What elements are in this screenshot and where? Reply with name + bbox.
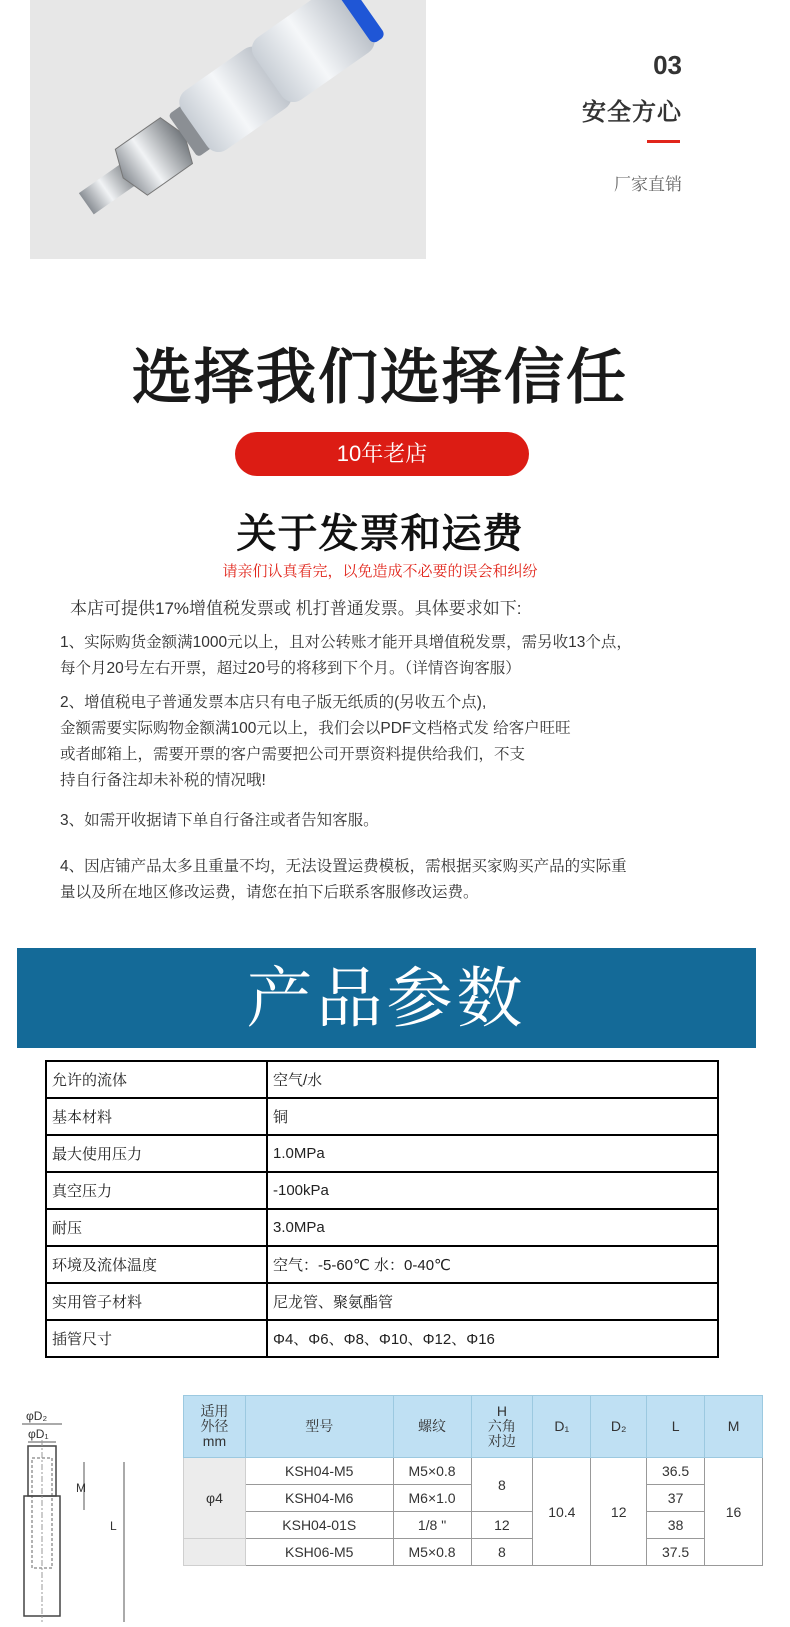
param-name: 耐压 — [46, 1209, 267, 1246]
param-value: 空气：-5-60℃ 水：0-40℃ — [267, 1246, 718, 1283]
param-value: 尼龙管、聚氨酯管 — [267, 1283, 718, 1320]
table-row — [46, 1320, 718, 1357]
invoice-intro: 本店可提供17%增值税发票或 机打普通发票。具体要求如下: — [70, 599, 522, 618]
invoice-rule-1 — [60, 630, 720, 682]
param-value: -100kPa — [267, 1172, 718, 1209]
hex-cell: 8 — [471, 1539, 533, 1566]
drawing-label-l: L — [110, 1519, 117, 1533]
table-row — [46, 1098, 718, 1135]
model-cell: KSH04-M5 — [245, 1458, 393, 1485]
text-line: 或者邮箱上，需要开票的客户需要把公司开票资料提供给我们，不支 — [60, 746, 526, 763]
l-cell: 37 — [647, 1485, 705, 1512]
l-cell: 38 — [647, 1512, 705, 1539]
table-row — [46, 1283, 718, 1320]
table-row — [46, 1061, 718, 1098]
drawing-label-d1: φD₁ — [28, 1427, 49, 1441]
header-od: 适用 外径 mm — [184, 1396, 246, 1458]
param-value: 3.0MPa — [267, 1209, 718, 1246]
invoice-heading: 关于发票和运费 — [236, 512, 524, 556]
invoice-rule-3 — [60, 808, 720, 834]
d2-cell: 12 — [591, 1458, 647, 1566]
param-name: 允许的流体 — [46, 1061, 267, 1098]
text-line: 量以及所在地区修改运费，请您在拍下后联系客服修改运费。 — [60, 884, 479, 901]
table-row — [46, 1209, 718, 1246]
thread-cell: M5×0.8 — [393, 1539, 471, 1566]
table-row — [46, 1246, 718, 1283]
invoice-rule-4 — [60, 854, 720, 906]
param-name: 实用管子材料 — [46, 1283, 267, 1320]
thread-cell: M6×1.0 — [393, 1485, 471, 1512]
od-cell — [184, 1539, 246, 1566]
param-value: 空气/水 — [267, 1061, 718, 1098]
header-m: M — [705, 1396, 763, 1458]
text-line: 持自行备注却未补税的情况哦! — [60, 772, 266, 789]
param-name: 真空压力 — [46, 1172, 267, 1209]
model-cell: KSH04-01S — [245, 1512, 393, 1539]
header-d2: D₂ — [591, 1396, 647, 1458]
text-line: 4、因店铺产品太多且重量不均，无法设置运费模板，需根据买家购买产品的实际重 — [60, 858, 627, 875]
table-row — [184, 1458, 763, 1485]
param-value: 铜 — [267, 1098, 718, 1135]
param-value: Φ4、Φ6、Φ8、Φ10、Φ12、Φ16 — [267, 1320, 718, 1357]
table-row — [184, 1512, 763, 1539]
l-cell: 37.5 — [647, 1539, 705, 1566]
table-row — [184, 1539, 763, 1566]
feature-number: 03 — [653, 50, 682, 80]
header-d1: D₁ — [533, 1396, 591, 1458]
l-cell: 36.5 — [647, 1458, 705, 1485]
feature-title: 安全方心 — [582, 99, 682, 126]
hex-cell: 8 — [471, 1458, 533, 1512]
invoice-warning: 请亲们认真看完，以免造成不必要的误会和纠纷 — [222, 563, 538, 580]
dimension-table-area — [183, 1395, 763, 1622]
hex-cell: 12 — [471, 1512, 533, 1539]
header-hex: H 六角 对边 — [471, 1396, 533, 1458]
text-line: 1、实际购货金额满1000元以上，且对公转账才能开具增值税发票，需另收13个点， — [60, 634, 632, 651]
table-row — [46, 1172, 718, 1209]
product-photo — [30, 0, 426, 259]
od-cell: φ4 — [184, 1458, 246, 1539]
table-row — [46, 1135, 718, 1172]
header-l: L — [647, 1396, 705, 1458]
feature-subtitle: 厂家直销 — [614, 175, 682, 194]
model-cell: KSH04-M6 — [245, 1485, 393, 1512]
store-age-badge: 10年老店 — [235, 432, 529, 476]
m-cell: 16 — [705, 1458, 763, 1566]
thread-cell: M5×0.8 — [393, 1458, 471, 1485]
params-heading: 产品参数 — [246, 961, 527, 1035]
dimension-table — [183, 1395, 763, 1566]
header-model: 型号 — [245, 1396, 393, 1458]
param-name: 最大使用压力 — [46, 1135, 267, 1172]
param-name: 环境及流体温度 — [46, 1246, 267, 1283]
param-value: 1.0MPa — [267, 1135, 718, 1172]
trust-heading: 选择我们选择信任 — [132, 344, 628, 411]
table-header-row — [184, 1396, 763, 1458]
push-fit-connector-illustration — [30, 0, 426, 259]
drawing-label-m: M — [76, 1481, 86, 1495]
dimension-drawing — [14, 1400, 164, 1622]
params-table — [45, 1060, 719, 1358]
drawing-label-d2: φD₂ — [26, 1409, 48, 1423]
param-name: 插管尺寸 — [46, 1320, 267, 1357]
thread-cell: 1/8 " — [393, 1512, 471, 1539]
invoice-rule-2 — [60, 690, 720, 794]
param-name: 基本材料 — [46, 1098, 267, 1135]
model-cell: KSH06-M5 — [245, 1539, 393, 1566]
text-line: 2、增值税电子普通发票本店只有电子版无纸质的(另收五个点), — [60, 694, 487, 711]
header-thread: 螺纹 — [393, 1396, 471, 1458]
d1-cell: 10.4 — [533, 1458, 591, 1566]
feature-divider — [647, 140, 680, 143]
text-line: 每个月20号左右开票，超过20号的将移到下个月。（详情咨询客服） — [60, 660, 521, 677]
text-line: 3、如需开收据请下单自行备注或者告知客服。 — [60, 812, 379, 829]
text-line: 金额需要实际购物金额满100元以上，我们会以PDF文档格式发 给客户旺旺 — [60, 720, 571, 737]
